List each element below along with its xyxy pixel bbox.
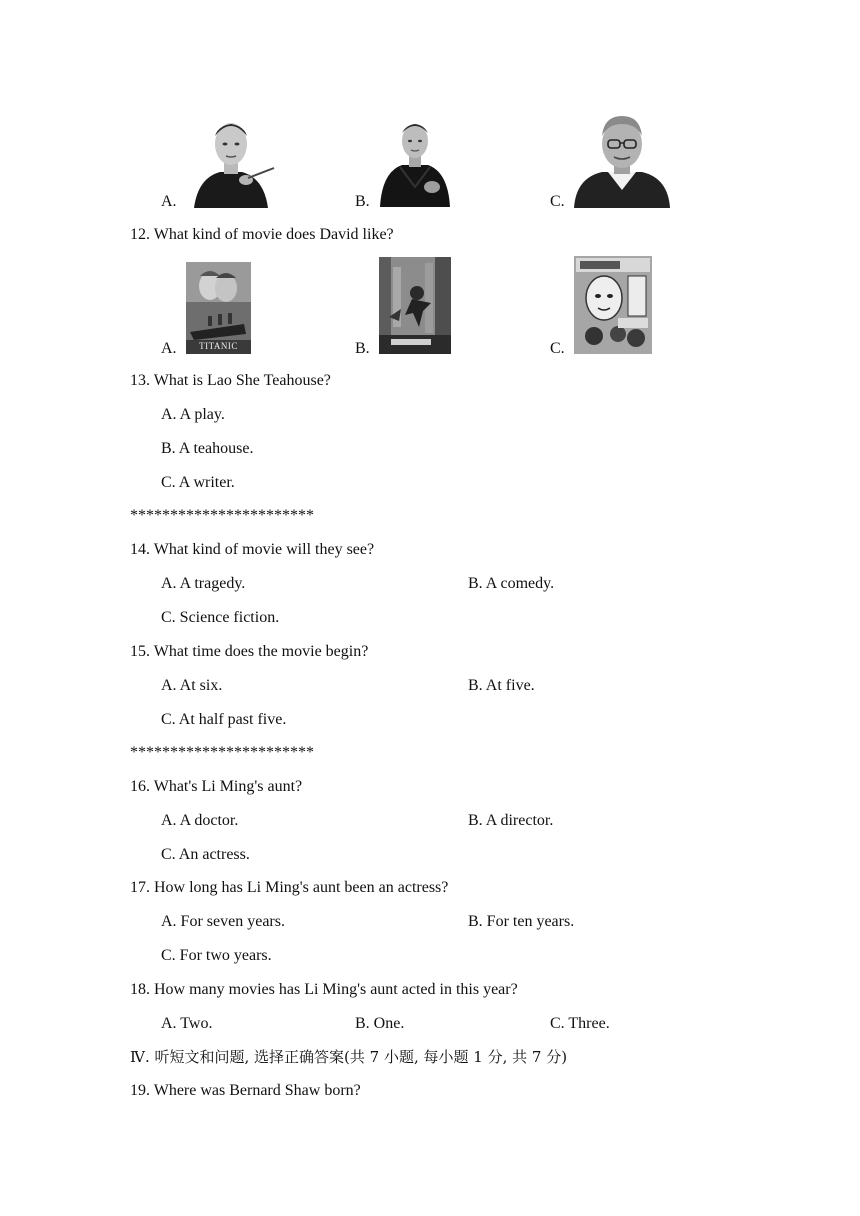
q12-option-a-label: A. bbox=[161, 340, 177, 357]
q13-option-b: B. A teahouse. bbox=[161, 440, 254, 457]
q11-option-a-label: A. bbox=[161, 193, 177, 210]
q14-option-b: B. A comedy. bbox=[468, 575, 555, 592]
q18-option-a: A. Two. bbox=[161, 1015, 213, 1032]
question-19: 19. Where was Bernard Shaw born? bbox=[130, 1082, 361, 1099]
q17-option-b: B. For ten years. bbox=[468, 913, 575, 930]
q15-option-b: B. At five. bbox=[468, 677, 535, 694]
q18-option-b: B. One. bbox=[355, 1015, 405, 1032]
question-13: 13. What is Lao She Teahouse? bbox=[130, 372, 331, 389]
q12-option-c-label: C. bbox=[550, 340, 565, 357]
portrait-photo-man-with-glasses-icon bbox=[574, 110, 670, 208]
q15-option-a: A. At six. bbox=[161, 677, 223, 694]
question-14: 14. What kind of movie will they see? bbox=[130, 541, 375, 558]
q11-option-b-label: B. bbox=[355, 193, 370, 210]
titanic-poster-icon bbox=[186, 262, 251, 354]
separator-stars: *********************** bbox=[130, 507, 314, 524]
q17-option-a: A. For seven years. bbox=[161, 913, 285, 930]
q15-option-c: C. At half past five. bbox=[161, 711, 287, 728]
portrait-photo-man-in-black-icon bbox=[380, 117, 450, 207]
q18-option-c: C. Three. bbox=[550, 1015, 610, 1032]
question-17: 17. How long has Li Ming's aunt been an actress? bbox=[130, 879, 449, 896]
q16-option-a: A. A doctor. bbox=[161, 812, 239, 829]
q13-option-c: C. A writer. bbox=[161, 474, 235, 491]
superhero-poster-icon bbox=[379, 257, 451, 354]
q16-option-c: C. An actress. bbox=[161, 846, 250, 863]
question-18: 18. How many movies has Li Ming's aunt acted in this year? bbox=[130, 981, 518, 998]
question-12: 12. What kind of movie does David like? bbox=[130, 226, 394, 243]
poster-title: TITANIC bbox=[199, 341, 238, 351]
q16-option-b: B. A director. bbox=[468, 812, 554, 829]
question-16: 16. What's Li Ming's aunt? bbox=[130, 778, 303, 795]
q12-option-b-label: B. bbox=[355, 340, 370, 357]
portrait-photo-man-with-pen-icon bbox=[186, 116, 276, 208]
q14-option-a: A. A tragedy. bbox=[161, 575, 246, 592]
separator-stars: *********************** bbox=[130, 744, 314, 761]
section-heading: Ⅳ. 听短文和问题, 选择正确答案(共 7 小题, 每小题 1 分, 共 7 分) bbox=[130, 1048, 568, 1066]
q17-option-c: C. For two years. bbox=[161, 947, 272, 964]
cartoon-poster-icon bbox=[574, 256, 652, 354]
q14-option-c: C. Science fiction. bbox=[161, 609, 280, 626]
q11-option-c-label: C. bbox=[550, 193, 565, 210]
q13-option-a: A. A play. bbox=[161, 406, 225, 423]
question-15: 15. What time does the movie begin? bbox=[130, 643, 369, 660]
